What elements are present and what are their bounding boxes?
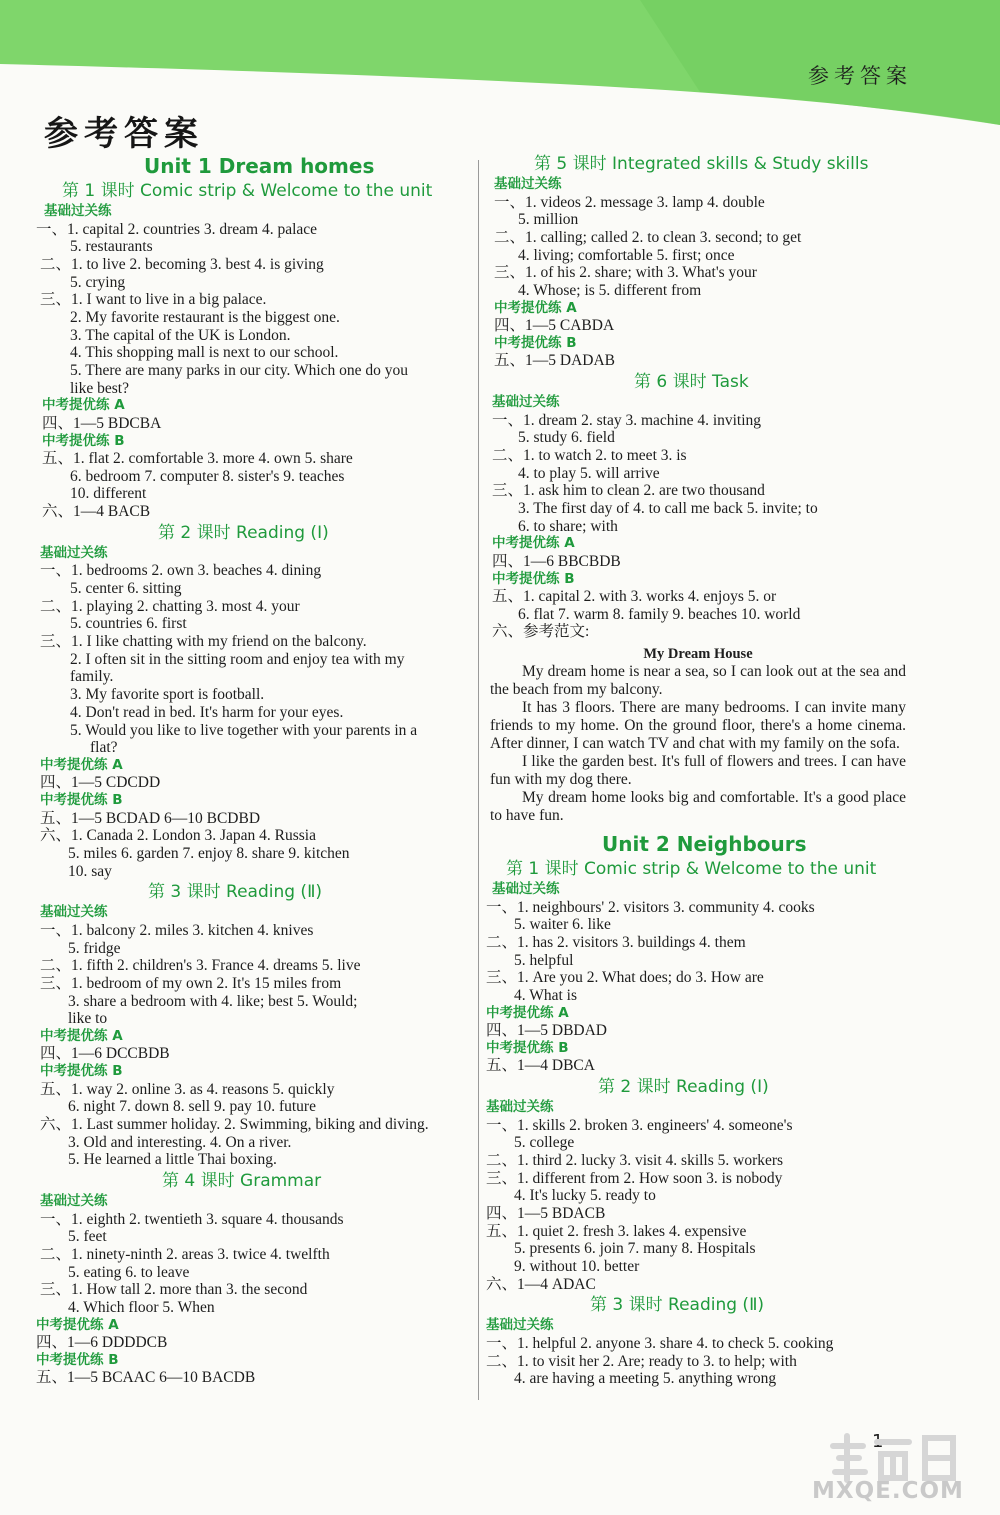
answer-line: 5. restaurants (70, 238, 153, 256)
right-column-answers (486, 152, 910, 641)
answer-line: flat? (90, 739, 118, 757)
answer-line: 2. I often sit in the sitting room and enjoy tea with my (70, 650, 405, 668)
answer-line: 6. bedroom 7. computer 8. sister's 9. teaches (70, 467, 345, 485)
section-label: 中考提优练 A (40, 1027, 123, 1044)
answer-line: 五、1—5 BCAAC 6—10 BACDB (36, 1369, 256, 1387)
answer-line: 5. million (518, 211, 579, 229)
section-label: 基础过关练 (486, 1317, 554, 1334)
essay-paragraph: I like the garden best. It's full of flowers and trees. I can have fun with my dog there. (490, 753, 906, 789)
answer-line: 一、1. videos 2. message 3. lamp 4. double (494, 193, 765, 211)
answer-line: 二、1. to watch 2. to meet 3. is (492, 446, 687, 464)
answer-line: 四、1—6 DDDDCB (36, 1334, 168, 1352)
answer-line: 4. It's lucky 5. ready to (514, 1187, 656, 1205)
answer-line: 二、1. has 2. visitors 3. buildings 4. them (486, 933, 746, 951)
answer-line: 3. The first day of 4. to call me back 5. invite; to (518, 499, 818, 517)
essay-paragraph: It has 3 floors. There are many bedrooms. I can invite many friends to my home. On the ground floor, there's a home cinema. After dinner, I can watch TV and chat with my family on the sofa. (490, 699, 906, 753)
lesson-heading: 第 3 课时 Reading (Ⅱ) (148, 882, 323, 903)
answer-line: 六、1—4 ADAC (486, 1275, 596, 1293)
answer-line: 4. Which floor 5. When (68, 1299, 215, 1316)
answer-line: 一、1. capital 2. countries 3. dream 4. palace (36, 220, 318, 238)
right-column (486, 152, 910, 1388)
section-label: 基础过关练 (492, 881, 560, 898)
section-label: 基础过关练 (44, 203, 112, 219)
answer-line: 6. flat 7. warm 8. family 9. beaches 10. world (518, 605, 801, 623)
answer-line: 4. living; comfortable 5. first; once (518, 246, 735, 264)
answer-line: 二、1. to visit her 2. Are; ready to 3. to help; with (486, 1352, 797, 1370)
section-label: 中考提优练 A (36, 1316, 119, 1333)
answer-line: like to (68, 1010, 108, 1028)
answer-line: 一、1. dream 2. stay 3. machine 4. inviting (492, 411, 762, 429)
section-label: 中考提优练 B (40, 1063, 123, 1080)
answer-line: 4. Whose; is 5. different from (518, 281, 702, 299)
answer-line: 六、1. Canada 2. London 3. Japan 4. Russia (40, 827, 316, 845)
section-label: 中考提优练 B (492, 570, 575, 587)
page-title: 参考答案 (44, 114, 204, 154)
answer-line: 5. There are many parks in our city. Which one do you (70, 362, 409, 379)
answer-line: 三、1. How tall 2. more than 3. the second (40, 1281, 308, 1299)
section-label: 基础过关练 (40, 1193, 108, 1210)
answer-line: 4. to play 5. will arrive (518, 464, 660, 482)
answer-line: 二、1. playing 2. chatting 3. most 4. your (40, 597, 300, 615)
answer-line: 三、1. I like chatting with my friend on the balcony. (40, 633, 367, 651)
answer-line: 5. waiter 6. like (514, 916, 611, 934)
header-title: 参考答案 (808, 64, 912, 88)
answer-line: 5. crying (70, 273, 126, 291)
answer-line: 一、1. neighbours' 2. visitors 3. community 4. cooks (486, 898, 815, 916)
answer-line: 五、1—5 DADAB (494, 352, 615, 370)
lesson-heading: 第 3 课时 Reading (Ⅱ) (590, 1295, 765, 1316)
answer-line: 5. He learned a little Thai boxing. (68, 1151, 277, 1169)
answer-line: 三、1. of his 2. share; with 3. What's your (494, 264, 757, 282)
answer-line: 四、1—5 BDCBA (42, 414, 162, 432)
essay-title: My Dream House (643, 646, 753, 663)
answer-line: 二、1. to live 2. becoming 3. best 4. is giving (40, 255, 324, 273)
answer-line: 5. feet (68, 1228, 107, 1246)
section-label: 中考提优练 B (494, 334, 577, 351)
answer-line: 三、1. I want to live in a big palace. (40, 291, 267, 309)
answer-line: 五、1—4 DBCA (486, 1057, 595, 1075)
page-number: 1 (872, 1431, 884, 1452)
answer-line: 5. presents 6. join 7. many 8. Hospitals (514, 1240, 756, 1258)
essay-paragraph: My dream home is near a sea, so I can look out at the sea and the beach from my balcony. (490, 663, 906, 699)
answer-line: 10. say (68, 862, 112, 880)
answer-line: 二、1. fifth 2. children's 3. France 4. dreams 5. live (40, 957, 361, 975)
answer-line: 一、1. helpful 2. anyone 3. share 4. to check 5. cooking (486, 1334, 834, 1352)
lesson-heading: 第 1 课时 Comic strip & Welcome to the unit (506, 859, 877, 880)
answer-line: 六、1—4 BACB (42, 503, 151, 521)
answer-line: 5. Would you like to live together with your parents in a (70, 721, 418, 739)
answer-line: 三、1. Are you 2. What does; do 3. How are (486, 969, 764, 987)
answer-line: 5. eating 6. to leave (68, 1263, 190, 1281)
lesson-heading: 第 5 课时 Integrated skills & Study skills (534, 154, 869, 174)
answer-line: 六、参考范文: (492, 623, 590, 641)
unit-heading: Unit 1 Dream homes (144, 154, 375, 178)
answer-line: 五、1. quiet 2. fresh 3. lakes 4. expensive (486, 1222, 747, 1240)
section-label: 中考提优练 A (494, 299, 577, 316)
section-label: 中考提优练 A (486, 1004, 569, 1021)
section-label: 中考提优练 B (42, 432, 125, 449)
answer-line: 二、1. third 2. lucky 3. visit 4. skills 5. workers (486, 1151, 784, 1169)
left-column (36, 153, 466, 1387)
answer-line: 三、1. bedroom of my own 2. It's 15 miles from (40, 974, 342, 992)
answer-line: 六、1. Last summer holiday. 2. Swimming, biking and diving. (40, 1116, 429, 1133)
answer-line: 三、1. different from 2. How soon 3. is nobody (486, 1169, 783, 1187)
unit-heading: Unit 2 Neighbours (602, 832, 807, 857)
answer-line: 4. This shopping mall is next to our school. (70, 344, 339, 362)
answer-line: 5. miles 6. garden 7. enjoy 8. share 9. kitchen (68, 844, 350, 862)
answer-line: 三、1. ask him to clean 2. are two thousand (492, 482, 765, 500)
section-label: 基础过关练 (40, 544, 108, 561)
lesson-heading: 第 2 课时 Reading (I) (598, 1077, 769, 1098)
answer-line: 4. Don't read in bed. It's harm for your eyes. (70, 703, 344, 721)
section-label: 中考提优练 B (40, 792, 123, 809)
lesson-heading: 第 1 课时 Comic strip & Welcome to the unit (62, 181, 433, 201)
answer-line: 5. college (514, 1134, 575, 1152)
answer-line: 9. without 10. better (514, 1258, 640, 1276)
section-label: 中考提优练 A (492, 535, 575, 552)
answer-line: 一、1. balcony 2. miles 3. kitchen 4. knives (40, 921, 314, 939)
answer-line: like best? (70, 379, 129, 397)
answer-line: 四、1—6 BBCBDB (492, 552, 621, 570)
answer-line: 二、1. calling; called 2. to clean 3. second; to get (494, 228, 802, 246)
answer-line: family. (70, 668, 114, 686)
answer-line: 五、1—5 BCDAD 6—10 BCDBD (40, 809, 261, 827)
answer-line: 五、1. capital 2. with 3. works 4. enjoys 5. or (492, 588, 777, 605)
answer-line: 5. center 6. sitting (70, 580, 182, 597)
answer-line: 四、1—5 BDACB (486, 1205, 606, 1222)
answer-line: 10. different (70, 485, 147, 503)
section-label: 基础过关练 (486, 1099, 554, 1116)
column-divider (478, 160, 479, 1400)
answer-line: 一、1. skills 2. broken 3. engineers' 4. someone's (486, 1116, 793, 1134)
answer-line: 6. to share; with (518, 517, 618, 535)
watermark-url: MXQE.COM (812, 1478, 964, 1504)
answer-line: 3. My favorite sport is football. (70, 686, 265, 704)
unit-2-answers (486, 831, 910, 1388)
section-label: 中考提优练 B (486, 1039, 569, 1056)
lesson-heading: 第 4 课时 Grammar (162, 1171, 322, 1192)
lesson-heading: 第 6 课时 Task (634, 372, 749, 392)
answer-line: 5. countries 6. first (70, 615, 187, 633)
sample-essay (490, 645, 906, 825)
answer-line: 二、1. ninety-ninth 2. areas 3. twice 4. twelfth (40, 1245, 330, 1263)
section-label: 基础过关练 (492, 394, 560, 410)
lesson-heading: 第 2 课时 Reading (I) (158, 522, 329, 543)
answer-line: 五、1. way 2. online 3. as 4. reasons 5. quickly (40, 1080, 335, 1098)
section-label: 基础过关练 (494, 176, 562, 192)
answer-line: 5. study 6. field (518, 429, 615, 447)
answer-line: 四、1—5 DBDAD (486, 1022, 607, 1040)
answer-line: 4. are having a meeting 5. anything wrong (514, 1370, 777, 1388)
answer-line: 一、1. eighth 2. twentieth 3. square 4. thousands (40, 1210, 344, 1228)
answer-line: 3. share a bedroom with 4. like; best 5. Would; (68, 992, 358, 1010)
essay-paragraph: My dream home looks big and comfortable. It's a good place to have fun. (490, 789, 906, 825)
answer-line: 3. The capital of the UK is London. (70, 326, 291, 344)
answer-line: 3. Old and interesting. 4. On a river. (68, 1133, 292, 1151)
answer-line: 5. fridge (68, 939, 121, 957)
section-label: 基础过关练 (40, 904, 108, 921)
answer-line: 5. helpful (514, 951, 574, 969)
answer-line: 五、1. flat 2. comfortable 3. more 4. own 5. share (42, 450, 353, 468)
answer-line: 一、1. bedrooms 2. own 3. beaches 4. dining (40, 562, 322, 580)
section-label: 中考提优练 B (36, 1351, 119, 1368)
answer-line: 四、1—5 CDCDD (40, 774, 161, 792)
answer-line: 四、1—5 CABDA (494, 317, 615, 335)
answer-line: 2. My favorite restaurant is the biggest one. (70, 308, 340, 326)
section-label: 中考提优练 A (40, 756, 123, 773)
section-label: 中考提优练 A (42, 397, 125, 414)
answer-line: 四、1—6 DCCBDB (40, 1045, 170, 1063)
answer-line: 6. night 7. down 8. sell 9. pay 10. future (68, 1098, 316, 1116)
answer-line: 4. What is (514, 987, 577, 1004)
